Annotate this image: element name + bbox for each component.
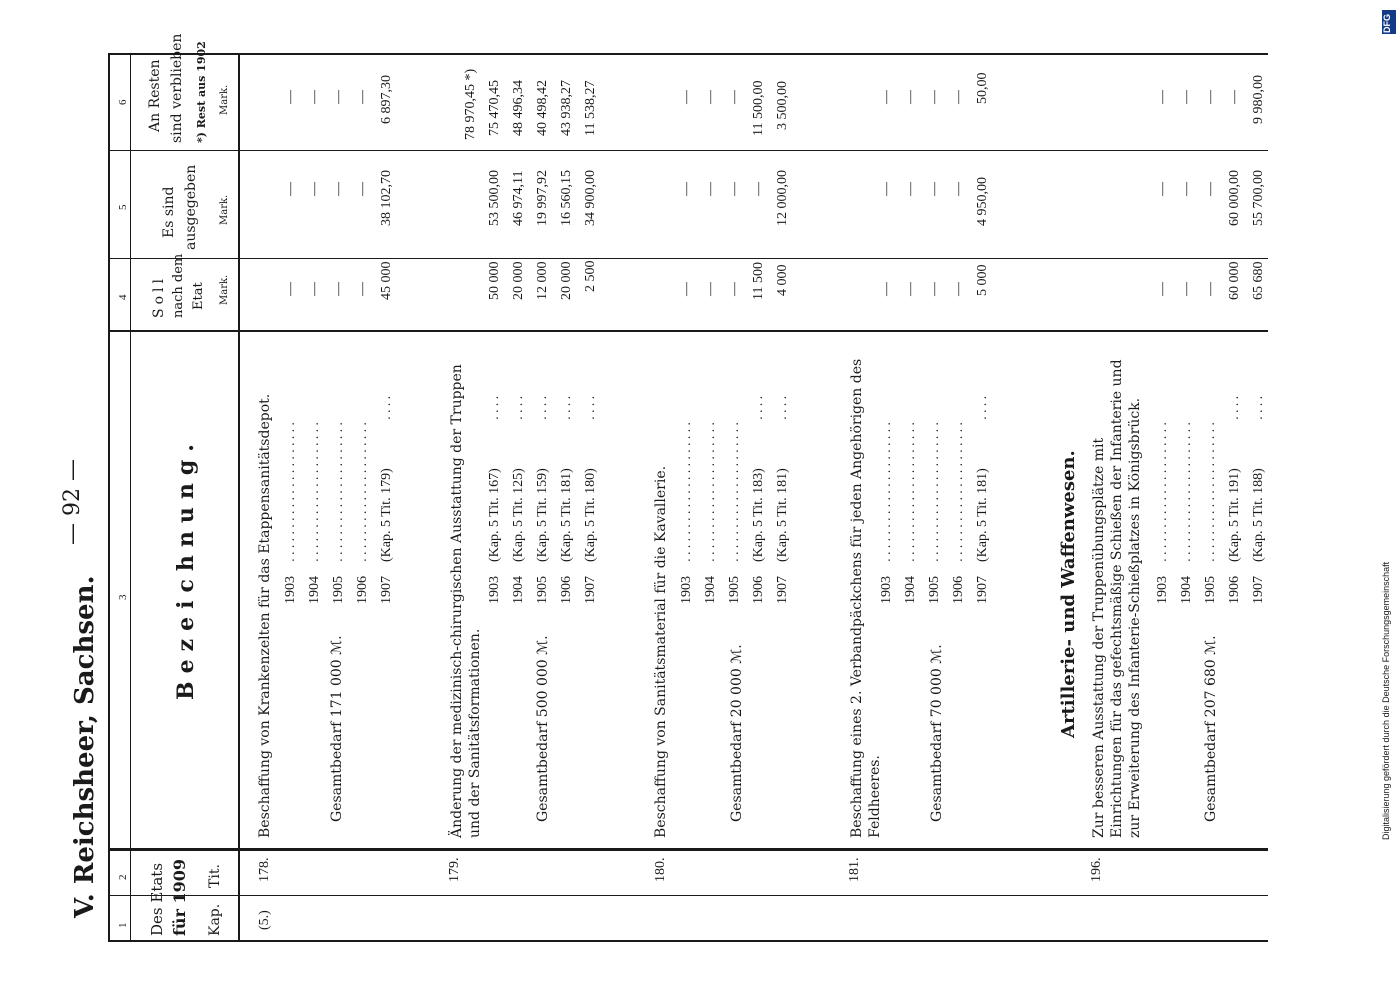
row-soll: — <box>1203 282 1218 296</box>
row-leader: ..................... <box>703 418 717 562</box>
col-number-3: 3 <box>117 594 129 600</box>
section-heading: Artillerie- und Waffenwesen. <box>1058 450 1079 738</box>
row-year: 1906 <box>559 576 574 604</box>
row-soll: 12 000 <box>535 261 550 300</box>
row-year: 1904 <box>511 576 526 604</box>
row-ausgegeben: — <box>951 182 966 196</box>
row-soll: — <box>879 282 894 296</box>
row-year: 1907 <box>583 576 598 604</box>
header-etats-line2: für 1909 <box>170 858 189 936</box>
entry-total: Gesamtbedarf 70 000 ℳ. <box>929 644 945 822</box>
row-leader: ..................... <box>331 418 345 562</box>
row-leader: ..................... <box>879 418 893 562</box>
row-soll: — <box>355 282 370 296</box>
row-year: 1905 <box>331 576 346 604</box>
row-year: 1907 <box>1251 576 1266 604</box>
row-leader: ..................... <box>1155 418 1169 562</box>
row-reste: — <box>1155 90 1170 104</box>
row-reste: 6 897,30 <box>379 75 394 124</box>
row-soll: — <box>283 282 298 296</box>
header-reste-unit: Mark. <box>219 84 230 115</box>
row-ausgegeben: 16 560,15 <box>559 170 574 226</box>
row-reste: — <box>879 90 894 104</box>
row-soll: 45 000 <box>379 261 394 300</box>
row-ref: (Kap. 5 Tit. 179) <box>379 468 394 562</box>
row-leader: ..................... <box>355 418 369 562</box>
row-year: 1907 <box>975 576 990 604</box>
row-reste: 40 498,42 <box>535 80 550 136</box>
row-reste: — <box>1203 90 1218 104</box>
row-ref: (Kap. 5 Tit. 181) <box>975 468 990 562</box>
row-reste: 48 496,34 <box>511 80 526 136</box>
row-leader: .... <box>1227 392 1241 420</box>
entry-total: Gesamtbedarf 20 000 ℳ. <box>729 644 745 822</box>
entry-title: Zur besseren Ausstattung der Truppenübungsplätze mit Einrichtungen für das gefechtsmäßige Schießen der Infanterie und zur Erweiterung des Infanterie-Schießplatzes in Königsbrück. <box>1091 359 1143 838</box>
row-reste: — <box>951 90 966 104</box>
col5-col6-sep <box>110 150 1268 151</box>
row-reste: — <box>679 90 694 104</box>
row-leader: ..................... <box>951 418 965 562</box>
row-soll: — <box>679 282 694 296</box>
row-soll: — <box>1155 282 1170 296</box>
row-leader: .... <box>487 392 501 420</box>
row-ausgegeben: — <box>1203 182 1218 196</box>
row-ref: (Kap. 5 Tit. 167) <box>487 468 502 562</box>
row-soll: 50 000 <box>487 261 502 300</box>
row-year: 1903 <box>1155 576 1170 604</box>
row-ausgegeben: 12 000,00 <box>775 170 790 226</box>
row-reste: — <box>331 90 346 104</box>
col-number-4: 4 <box>117 294 129 300</box>
row-ausgegeben: — <box>283 182 298 196</box>
row-year: 1907 <box>775 576 790 604</box>
row-ref: (Kap. 5 Tit. 181) <box>559 468 574 562</box>
row-ausgegeben: — <box>903 182 918 196</box>
row-ausgegeben: — <box>679 182 694 196</box>
header-reste-line2: sind verblieben <box>169 33 185 143</box>
row-leader: ..................... <box>927 418 941 562</box>
header-soll-line1: Soll <box>151 275 167 318</box>
page-number: — 92 — <box>60 459 85 545</box>
col-number-2: 2 <box>117 874 129 880</box>
row-year: 1904 <box>1179 576 1194 604</box>
row-year: 1906 <box>355 576 370 604</box>
row-soll: 65 680 <box>1251 261 1266 300</box>
row-ref: (Kap. 5 Tit. 191) <box>1227 468 1242 562</box>
row-ausgegeben: — <box>703 182 718 196</box>
row-leader: .... <box>511 392 525 420</box>
row-year: 1905 <box>535 576 550 604</box>
row-ausgegeben: 38 102,70 <box>379 170 394 226</box>
entry-title: Beschaffung eines 2. Verbandpäckchens für jeden Angehörigen des Feldheeres. <box>849 358 883 838</box>
entry-title: Beschaffung von Sanitätsmaterial für die Kavallerie. <box>653 465 669 838</box>
row-leader: .... <box>535 392 549 420</box>
row-reste: — <box>727 90 742 104</box>
row-soll: 2 500 <box>583 260 598 292</box>
row-reste: 11 538,27 <box>583 80 598 136</box>
header-soll-line3: Etat <box>191 282 206 310</box>
row-ausgegeben: — <box>355 182 370 196</box>
col2-col3-sep <box>110 848 1268 851</box>
dfg-logo: DFG <box>1382 10 1396 34</box>
col3-col4-sep <box>110 330 1268 332</box>
entry-total: Gesamtbedarf 500 000 ℳ. <box>535 635 551 822</box>
row-leader: .... <box>583 392 597 420</box>
row-soll: 20 000 <box>559 261 574 300</box>
header-ausgegeben-line2: ausgegeben <box>183 164 199 250</box>
row-soll: 11 500 <box>751 262 766 300</box>
row-reste: 11 500,00 <box>751 80 766 136</box>
row-reste: — <box>355 90 370 104</box>
entry-tit: 178. <box>257 857 272 882</box>
row-reste: — <box>903 90 918 104</box>
row-year: 1905 <box>1203 576 1218 604</box>
row-soll: — <box>727 282 742 296</box>
col4-col5-sep <box>110 258 1268 259</box>
row-year: 1907 <box>379 576 394 604</box>
row-ausgegeben: 34 900,00 <box>583 170 598 226</box>
table-header-thin-rule <box>130 53 131 941</box>
header-reste-line1: An Resten <box>147 59 163 132</box>
row-ausgegeben: — <box>307 182 322 196</box>
row-reste: 75 470,45 <box>487 80 502 136</box>
row-reste: 9 980,00 <box>1251 75 1266 124</box>
row-ref: (Kap. 5 Tit. 183) <box>751 468 766 562</box>
row-ausgegeben: — <box>879 182 894 196</box>
table-bottom-rule <box>108 940 1268 942</box>
entry-total: Gesamtbedarf 207 680 ℳ. <box>1203 635 1219 822</box>
row-soll: 60 000 <box>1227 261 1242 300</box>
row-soll: 5 000 <box>975 264 990 296</box>
row-reste: 43 938,27 <box>559 80 574 136</box>
header-tit: Tit. <box>207 864 223 888</box>
header-soll-line2: nach dem <box>171 253 186 318</box>
row-year: 1906 <box>951 576 966 604</box>
row-ref: (Kap. 5 Tit. 125) <box>511 468 526 562</box>
row-year: 1904 <box>703 576 718 604</box>
row-year: 1906 <box>751 576 766 604</box>
row-leader: .... <box>379 392 393 420</box>
row-year: 1903 <box>283 576 298 604</box>
row-soll: 20 000 <box>511 261 526 300</box>
row-ausgegeben: 46 974,11 <box>511 170 526 226</box>
row-reste: — <box>927 90 942 104</box>
row-soll: — <box>331 282 346 296</box>
row-soll: — <box>1179 282 1194 296</box>
row-leader: .... <box>775 392 789 420</box>
row-year: 1905 <box>727 576 742 604</box>
row-leader: ..................... <box>307 418 321 562</box>
row-leader: .... <box>559 392 573 420</box>
row-year: 1903 <box>879 576 894 604</box>
row-ref: (Kap. 5 Tit. 180) <box>583 468 598 562</box>
header-ausgegeben-line1: Es sind <box>161 186 177 238</box>
row-ausgegeben: — <box>727 182 742 196</box>
row-year: 1904 <box>903 576 918 604</box>
table-left-rule <box>108 53 110 941</box>
row-reste: — <box>1179 90 1194 104</box>
header-soll-unit: Mark. <box>219 274 230 305</box>
header-kap: Kap. <box>207 903 223 936</box>
row-ausgegeben: — <box>331 182 346 196</box>
row-ref: (Kap. 5 Tit. 159) <box>535 468 550 562</box>
header-bezeichnung: Bezeichnung. <box>173 436 199 700</box>
row-reste: 78 970,45 *) <box>463 68 478 140</box>
entry-tit: 196. <box>1089 857 1104 882</box>
entry-title: Änderung der medizinisch-chirurgischen Ausstattung der Truppen und der Sanitätsformationen. <box>449 364 483 838</box>
row-leader: .... <box>1251 392 1265 420</box>
col1-col2-sep <box>110 895 1268 896</box>
entry-tit: 181. <box>847 857 862 882</box>
row-leader: ..................... <box>1179 418 1193 562</box>
row-leader: ..................... <box>679 418 693 562</box>
row-reste: — <box>703 90 718 104</box>
entry-total: Gesamtbedarf 171 000 ℳ. <box>329 635 345 822</box>
table-header-rule <box>238 53 240 941</box>
row-reste: — <box>283 90 298 104</box>
header-etats-line1: Des Etats <box>148 862 166 936</box>
header-reste-line3: *) Rest aus 1902 <box>195 41 208 143</box>
entry-kap: (5.) <box>257 910 272 930</box>
row-leader: ..................... <box>903 418 917 562</box>
row-soll: — <box>703 282 718 296</box>
row-leader: ..................... <box>727 418 741 562</box>
header-ausgegeben-unit: Mark. <box>219 194 230 225</box>
row-leader: .... <box>975 392 989 420</box>
row-reste: — <box>307 90 322 104</box>
entry-tit: 179. <box>447 857 462 882</box>
row-ref: (Kap. 5 Tit. 181) <box>775 468 790 562</box>
row-ausgegeben: — <box>927 182 942 196</box>
row-ausgegeben: — <box>751 182 766 196</box>
row-ausgegeben: 53 500,00 <box>487 170 502 226</box>
row-soll: 4 000 <box>775 264 790 296</box>
row-year: 1903 <box>679 576 694 604</box>
row-soll: — <box>307 282 322 296</box>
row-reste: 50,00 <box>975 72 990 104</box>
row-year: 1906 <box>1227 576 1242 604</box>
row-ausgegeben: — <box>1155 182 1170 196</box>
row-ausgegeben: 4 950,00 <box>975 177 990 226</box>
row-reste: 3 500,00 <box>775 81 790 130</box>
row-ausgegeben: — <box>1179 182 1194 196</box>
row-ausgegeben: 55 700,00 <box>1251 170 1266 226</box>
row-ausgegeben: 19 997,92 <box>535 170 550 226</box>
row-reste: — <box>1227 90 1242 104</box>
col-number-6: 6 <box>117 99 129 105</box>
table-top-rule <box>108 53 1268 55</box>
entry-title: Beschaffung von Krankenzelten für das Etappensanitätsdepot. <box>257 393 273 838</box>
row-soll: — <box>903 282 918 296</box>
row-leader: ..................... <box>1203 418 1217 562</box>
row-leader: ..................... <box>283 418 297 562</box>
row-year: 1903 <box>487 576 502 604</box>
row-ausgegeben: 60 000,00 <box>1227 170 1242 226</box>
row-leader: .... <box>751 392 765 420</box>
row-soll: — <box>927 282 942 296</box>
col-number-5: 5 <box>117 204 129 210</box>
row-year: 1905 <box>927 576 942 604</box>
row-year: 1904 <box>307 576 322 604</box>
entry-tit: 180. <box>653 857 668 882</box>
row-ref: (Kap. 5 Tit. 188) <box>1251 468 1266 562</box>
digitization-note: Digitalisierung gefördert durch die Deutsche Forschungsgemeinschaft <box>1381 561 1391 840</box>
col-number-1: 1 <box>117 922 129 928</box>
row-soll: — <box>951 282 966 296</box>
page-header-title: V. Reichsheer, Sachsen. <box>70 575 100 918</box>
